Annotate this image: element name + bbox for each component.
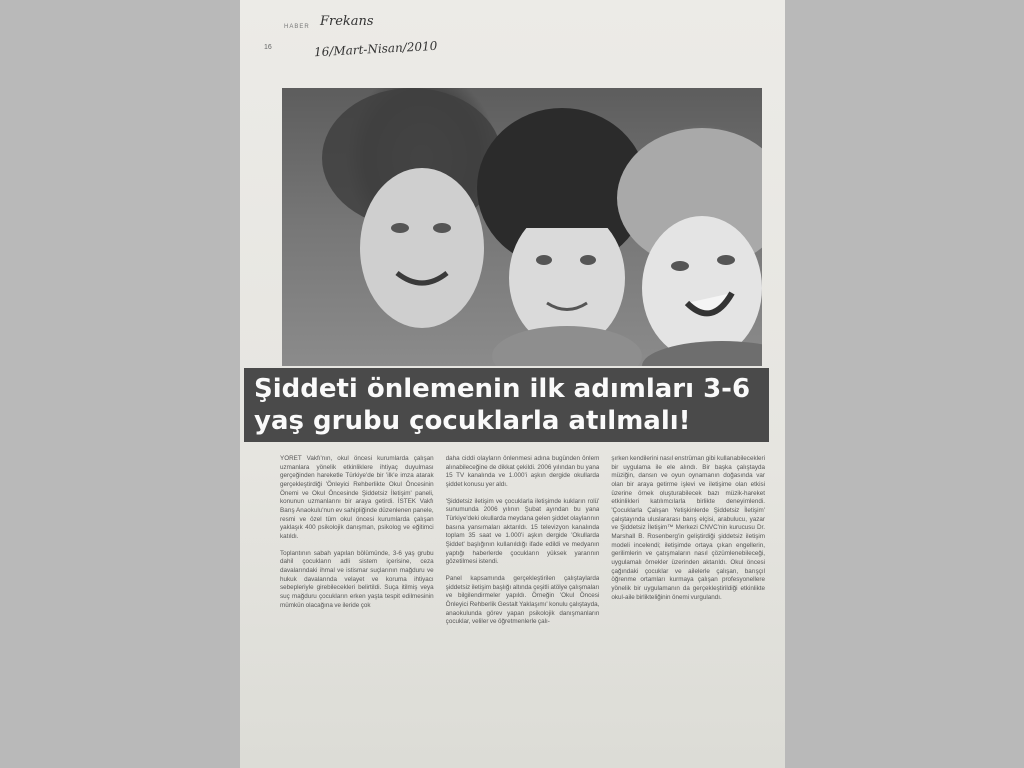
child-left-face <box>360 168 484 328</box>
paragraph: 'Şiddetsiz iletişim ve çocuklarla iletişimde kukların rolü' sunumunda 2006 yılının Şubat ayından bu yana Türkiye'deki okullarda meydana gelen şiddet olaylarının basına yansımaları aktarıldı. 15 televizyon kanalında toplam 35 saat ve 1.000'i aşkın dergide 'Okullarda Şiddet' başlığının kullanıldığı ifade edildi ve medyanın yaptığı haberlerde çocukların yüksek yararının gözetilmesi istendi. <box>445 497 600 566</box>
magazine-page <box>240 0 785 768</box>
paragraph: daha ciddi olayların önlenmesi adına bugünden önlem alınabileceğine de dikkat çekildi. 2006 yılından bu yana 15 TV kanalında ve 1.000'i aşkın dergide okullarda şiddet konusu yer aldı. <box>445 455 600 488</box>
article-body <box>280 455 765 755</box>
handwritten-note-title: Frekans <box>320 14 374 29</box>
child-right-face <box>642 216 762 360</box>
headline-bar <box>244 368 769 442</box>
article-column-2 <box>446 455 600 755</box>
article-column-3 <box>611 455 765 755</box>
paragraph: YÖRET Vakfı'nın, okul öncesi kurumlarda çalışan uzmanlara yönelik etkinliklere ihtiyaç duyulması gerçeğinden hareketle Türkiye'de bir 'ilk'e imza atarak gerçekleştirdiği 'Önleyici Rehberlikte Okul Öncesinin Önemi ve Okul Öncesinde Şiddetsiz İletişim' paneli, konunun uzmanlarını bir araya getirdi. İSTEK Vakfı Barış Anaokulu'nun ev sahipliğinde düzenlenen panele, resmi ve özel tüm okul öncesi kurumlarda çalışan yaklaşık 400 psikolojik danışman, psikolog ve eğitimci katıldı. <box>280 455 434 540</box>
page-number: 16 <box>264 44 272 51</box>
headline-line-2: yaş grubu çocuklarla atılmalı! <box>254 406 691 436</box>
children-photo <box>282 88 762 366</box>
paragraph: Panel kapsamında gerçekleştirilen çalıştaylarda şiddetsiz iletişim başlığı altında çeşitli atölye çalışmaları ve bilgilendirmeler yapıldı. Örneğin 'Okul Öncesi Önleyici Rehberlik Gestalt Yaklaşımı' konulu çalıştayda, anaokulunda görev yapan psikolojik danışmanların çocuklar, veliler ve öğretmenlerle çalı- <box>445 574 600 626</box>
article-column-1 <box>280 455 434 755</box>
children-photo-icon <box>282 88 762 366</box>
paragraph: Toplantının sabah yapılan bölümünde, 3-6 yaş grubu dahil çocukların adli sistem içerisine, ceza davalarındaki ihmal ve istismar suçlarının mağduru ve hukuk davalarında velayet ve koruma ihtiyacı sebepleriyle girebilecekleri belirtildi. Suça itilmiş veya suç mağduru çocukların erken yaşta tespit edilmesinin mümkün olacağına ve ileride çok <box>280 549 434 609</box>
paragraph: şırken kendilerini nasıl enstrüman gibi kullanabilecekleri bir uygulama ile ele alındı. Bir başka çalıştayda müziğin, dansın ve oyun oynamanın doğasında var olan bir araya getirme işlevi ve iletişime olan etkisi üzerine örnek oluşturabilecek bazı müzik-hareket etkinlikleri katılımcılarla birlikte deneyimlendi. 'Çocuklarla Çalışan Yetişkinlerde Şiddetsiz İletişim' çalıştayında uluslararası barış elçisi, arabulucu, yazar ve Şiddetsiz İletişim™ Merkezi CNVC'nin kurucusu Dr. Marshall B. Rosenberg'in geliştirdiği şiddetsiz iletişim modeli incelendi; iletişimde ortaya çıkan engellerin, gerilimlerin ve çatışmaların nasıl çözümlenebileceği, uygulamalı örnekler üzerinden aktarıldı. Okul öncesi çağındaki çocuklar ve ailelerle çalışan, barışçıl öğrenme ortamları kurmaya çalışan profesyonellere yönelik bir uygulamanın da gerçekleştirildiği etkinlikte okul-aile birlikteliğinin önemi vurgulandı. <box>611 455 766 601</box>
section-label: HABER <box>284 24 310 30</box>
headline-line-1: Şiddeti önlemenin ilk adımları 3-6 <box>254 374 751 404</box>
handwritten-note-date: 16/Mart-Nisan/2010 <box>313 38 438 60</box>
